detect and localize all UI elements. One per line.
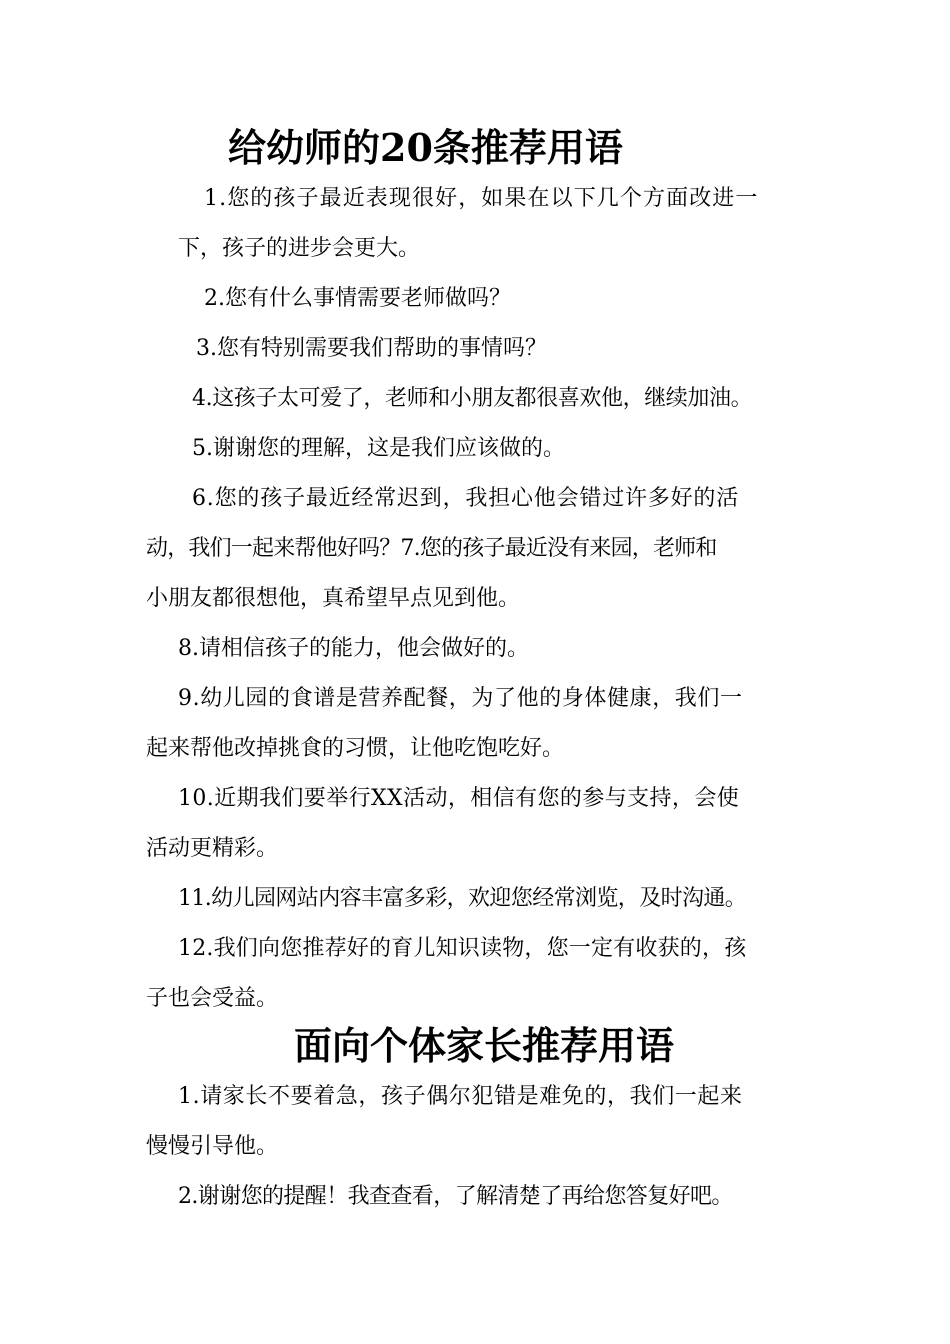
text-line: 6.您的孩子最近经常迟到，我担心他会错过许多好的活 bbox=[192, 486, 739, 511]
text-line: 3.您有特别需要我们帮助的事情吗？ bbox=[196, 336, 547, 361]
text-line: 8.请相信孩子的能力，他会做好的。 bbox=[178, 636, 529, 661]
text-line: 1.请家长不要着急，孩子偶尔犯错是难免的，我们一起来 bbox=[178, 1084, 743, 1109]
text-line: 10.近期我们要举行XX活动，相信有您的参与支持，会使 bbox=[178, 786, 740, 811]
text-line: 下，孩子的进步会更大。 bbox=[178, 236, 421, 261]
text-line: 慢慢引导他。 bbox=[146, 1134, 279, 1159]
text-line: 小朋友都很想他，真希望早点见到他。 bbox=[146, 586, 521, 611]
text-line: 2.您有什么事情需要老师做吗？ bbox=[204, 286, 511, 311]
text-line: 子也会受益。 bbox=[146, 986, 279, 1011]
text-line: 4.这孩子太可爱了，老师和小朋友都很喜欢他，继续加油。 bbox=[192, 386, 753, 411]
text-line: 活动更精彩。 bbox=[146, 836, 279, 861]
page-title: 给幼师的20条推荐用语 bbox=[228, 125, 623, 170]
text-line: 2.谢谢您的提醒！我查查看，了解清楚了再给您答复好吧。 bbox=[178, 1184, 733, 1209]
text-line: 11.幼儿园网站内容丰富多彩，欢迎您经常浏览，及时沟通。 bbox=[178, 886, 747, 911]
text-line: 动，我们一起来帮他好吗？7.您的孩子最近没有来园，老师和 bbox=[146, 536, 717, 561]
text-line: 起来帮他改掉挑食的习惯，让他吃饱吃好。 bbox=[146, 736, 565, 761]
section-title: 面向个体家长推荐用语 bbox=[294, 1023, 675, 1068]
text-line: 9.幼儿园的食谱是营养配餐，为了他的身体健康，我们一 bbox=[178, 686, 743, 711]
text-line: 12.我们向您推荐好的育儿知识读物，您一定有收获的，孩 bbox=[178, 936, 747, 961]
text-line: 1.您的孩子最近表现很好，如果在以下几个方面改进一 bbox=[204, 186, 759, 211]
text-line: 5.谢谢您的理解，这是我们应该做的。 bbox=[192, 436, 565, 461]
